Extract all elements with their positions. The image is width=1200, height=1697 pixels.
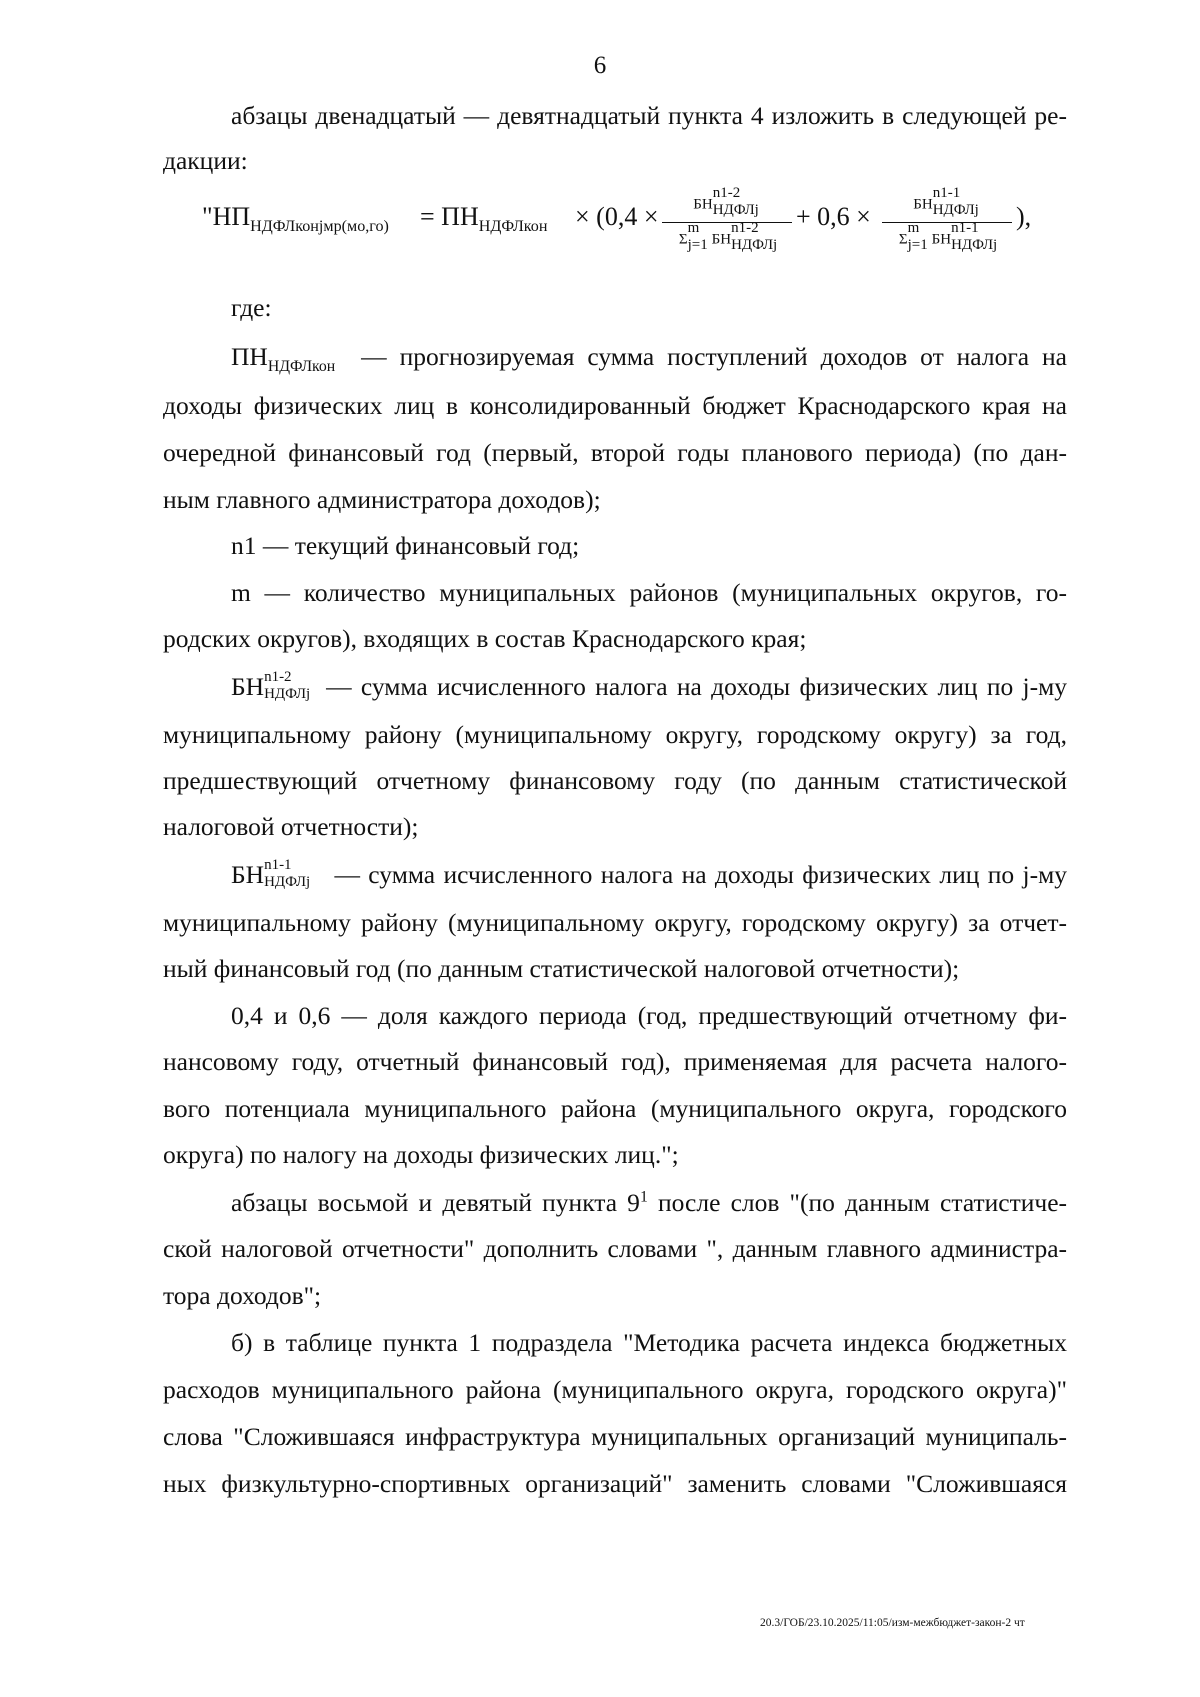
paragraph-line: 0,4 и 0,6 — доля каждого периода (год, предшествующий отчетному фи- — [231, 1001, 1067, 1030]
paragraph-line: расходов муниципального района (муниципального округа, городского округа)" — [163, 1375, 1067, 1404]
fraction-1 — [662, 185, 792, 255]
page-number: 6 — [593, 52, 607, 79]
definition-pn-line: $ПН_{НДФЛкон}$ — прогнозируемая сумма поступлений доходов от налога на — [231, 342, 1068, 376]
paragraph-line: нансовому году, отчетный финансовый год), применяемая для расчета налого- — [163, 1047, 1067, 1076]
formula-lhs: "$НП_{НДФЛконjмр(мо,го)}$ — [202, 202, 389, 236]
where-label: где: — [231, 293, 272, 322]
paragraph-line: m — количество муниципальных районов (муниципальных округов, го- — [231, 578, 1067, 607]
paragraph-line: б) в таблице пункта 1 подраздела "Методика расчета индекса бюджетных — [231, 1328, 1067, 1357]
fraction-2-denominator: Σ m j=1 БН n1-1 НДФЛj — [898, 220, 998, 253]
formula-times: × (0,4 × — [575, 202, 659, 231]
paragraph-line: доходы физических лиц в консолидированный бюджет Краснодарского края на — [163, 391, 1067, 420]
paragraph-line: вого потенциала муниципального района (муниципального округа, городского — [163, 1094, 1067, 1123]
document-footer: 20.3/ГОБ/23.10.2025/11:05/изм-межбюджет-закон-2 чт — [760, 1617, 1025, 1629]
definition-n1: n1 — текущий финансовый год; — [231, 531, 580, 560]
paragraph-line: очередной финансовый год (первый, второй годы планового периода) (по дан- — [163, 438, 1067, 467]
fraction-2 — [882, 185, 1012, 255]
paragraph-line: ных физкультурно-спортивных организаций" заменить словами "Сложившаяся — [163, 1469, 1067, 1498]
paragraph-line: ный финансовый год (по данным статистической налоговой отчетности); — [163, 954, 960, 983]
paragraph-line: дакции: — [163, 146, 248, 175]
definition-bn1-line: БН n1-1 НДФЛj — сумма исчисленного налога на доходы физических лиц по j-му — [231, 857, 1068, 891]
formula — [202, 185, 1082, 260]
fraction-1-denominator: Σ m j=1 БН n1-2 НДФЛj — [678, 220, 778, 253]
formula-plus: + 0,6 × — [796, 202, 871, 231]
paragraph-line: слова "Сложившаяся инфраструктура муниципальных организаций муниципаль- — [163, 1422, 1067, 1451]
paragraph-line: ным главного администратора доходов); — [163, 485, 601, 514]
paragraph-line: абзацы восьмой и девятый пункта $9^1$ после слов "(по данным статистиче- — [231, 1188, 1068, 1217]
fraction-2-numerator: БН n1-1 НДФЛj — [913, 185, 979, 218]
fraction-1-numerator: БН n1-2 НДФЛj — [693, 185, 759, 218]
paragraph-line: муниципальному району (муниципальному округу, городскому округу) за год, — [163, 720, 1067, 749]
paragraph-line: родских округов), входящих в состав Краснодарского края; — [163, 624, 807, 653]
paragraph-line: налоговой отчетности); — [163, 812, 419, 841]
definition-bn2-line: БН n1-2 НДФЛj — сумма исчисленного налога на доходы физических лиц по j-му — [231, 669, 1067, 703]
paragraph-line: абзацы двенадцатый — девятнадцатый пункта 4 изложить в следующей ре- — [231, 101, 1067, 130]
paragraph-line: тора доходов"; — [163, 1281, 322, 1310]
formula-close: ), — [1016, 202, 1032, 231]
formula-eq: = $ПН_{НДФЛкон}$ — [420, 202, 548, 236]
paragraph-line: муниципальному району (муниципальному округу, городскому округу) за отчет- — [163, 908, 1067, 937]
paragraph-line: округа) по налогу на доходы физических лиц."; — [163, 1140, 679, 1169]
paragraph-line: предшествующий отчетному финансовому году (по данным статистической — [163, 766, 1067, 795]
paragraph-line: ской налоговой отчетности" дополнить словами ", данным главного администра- — [163, 1234, 1067, 1263]
